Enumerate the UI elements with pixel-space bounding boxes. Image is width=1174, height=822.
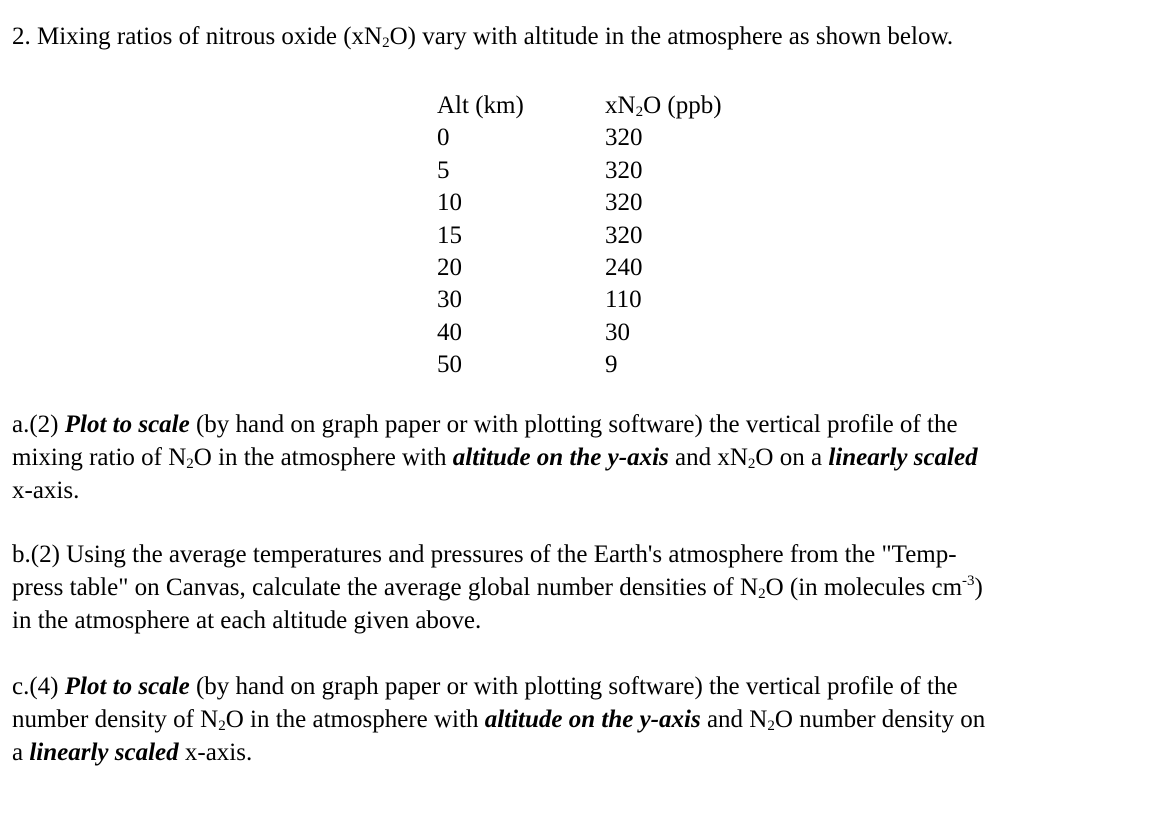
- question-b-line-3: [12, 604, 1162, 637]
- question-a: [12, 408, 1162, 507]
- question-c-subscript: 2: [218, 718, 226, 734]
- question-a-line-1: [12, 408, 1162, 441]
- question-a-text: O in the atmosphere with: [193, 444, 453, 471]
- problem-intro: [12, 20, 1162, 53]
- question-a-text: O on a: [755, 444, 829, 471]
- column-header-altitude: Alt (km): [437, 92, 524, 119]
- question-a-emphasis-linear: linearly scaled: [828, 444, 978, 471]
- question-c-text: O number density on: [774, 706, 986, 733]
- question-a-emphasis-axis: altitude on the y-axis: [452, 444, 669, 471]
- table-row: [437, 187, 805, 219]
- mixing-ratio-cell: 320: [605, 156, 643, 184]
- question-b-text: b.(2) Using the average temperatures and pressures of the Earth's atmosphere from the "Temp-: [12, 541, 957, 568]
- intro-text-1: 2. Mixing ratios of nitrous oxide (xN: [12, 23, 383, 50]
- question-c-subscript: 2: [767, 718, 775, 734]
- question-b-text: press table" on Canvas, calculate the average global number densities of N: [12, 574, 759, 601]
- table-row: [437, 220, 805, 252]
- header-x-text-1: xN: [605, 92, 636, 119]
- mixing-ratio-cell: 9: [605, 351, 618, 379]
- question-b-line-1: [12, 538, 1162, 571]
- question-b-line-2: [12, 571, 1162, 604]
- column-header-mixing-ratio: [605, 90, 805, 122]
- table-header-row: [437, 90, 805, 122]
- table-row: [437, 349, 805, 381]
- question-b-text: O (in molecules cm: [765, 574, 963, 601]
- question-c-text: (by hand on graph paper or with plotting software) the vertical profile of the: [189, 673, 958, 700]
- question-c-text: and N: [700, 706, 768, 733]
- intro-subscript: 2: [382, 35, 390, 51]
- question-c-text: x-axis.: [178, 739, 253, 766]
- question-c-text: number density of N: [12, 706, 219, 733]
- altitude-cell: 50: [437, 351, 462, 379]
- altitude-cell: 20: [437, 253, 462, 281]
- question-b-text: in the atmosphere at each altitude given above.: [12, 607, 482, 634]
- question-c-text: a: [12, 739, 30, 766]
- table-row: [437, 122, 805, 154]
- question-b-text: ): [974, 574, 983, 601]
- question-c-emphasis-linear: linearly scaled: [29, 739, 179, 766]
- question-a-text: mixing ratio of N: [12, 444, 187, 471]
- header-x-subscript: 2: [635, 104, 644, 120]
- question-a-text: x-axis.: [12, 477, 80, 504]
- question-a-number: a.(2): [12, 411, 65, 438]
- question-c-number: c.(4): [12, 673, 65, 700]
- table-row: [437, 252, 805, 284]
- mixing-ratio-cell: 320: [605, 189, 643, 217]
- question-c-line-1: [12, 670, 1162, 703]
- mixing-ratio-cell: 240: [605, 253, 643, 281]
- question-a-line-3: [12, 474, 1162, 507]
- question-c-line-3: [12, 736, 1162, 769]
- table-row: [437, 317, 805, 349]
- question-a-subscript: 2: [747, 456, 756, 472]
- question-a-subscript: 2: [186, 456, 194, 472]
- question-a-line-2: [12, 441, 1162, 474]
- question-b-superscript: -3: [962, 573, 975, 589]
- question-a-text: and xN: [668, 444, 748, 471]
- table-row: [437, 284, 805, 316]
- mixing-ratio-cell: 320: [605, 124, 643, 152]
- table-row: [437, 155, 805, 187]
- header-x-text-2: O (ppb): [643, 92, 722, 119]
- question-c-emphasis-plot: Plot to scale: [64, 673, 190, 700]
- altitude-cell: 15: [437, 221, 462, 249]
- question-c-line-2: [12, 703, 1162, 736]
- mixing-ratio-cell: 30: [605, 318, 630, 346]
- question-a-emphasis-plot: Plot to scale: [64, 411, 190, 438]
- altitude-cell: 5: [437, 156, 450, 184]
- altitude-cell: 10: [437, 189, 462, 217]
- question-c-text: O in the atmosphere with: [225, 706, 485, 733]
- question-c-emphasis-axis: altitude on the y-axis: [484, 706, 701, 733]
- question-c: [12, 670, 1162, 769]
- data-table: [437, 90, 805, 382]
- altitude-cell: 30: [437, 286, 462, 314]
- altitude-cell: 40: [437, 318, 462, 346]
- question-a-text: (by hand on graph paper or with plotting software) the vertical profile of the: [189, 411, 958, 438]
- mixing-ratio-cell: 110: [605, 286, 642, 314]
- question-b: [12, 538, 1162, 637]
- question-b-subscript: 2: [758, 586, 766, 602]
- altitude-cell: 0: [437, 124, 450, 152]
- intro-text-2: O) vary with altitude in the atmosphere as shown below.: [389, 23, 954, 50]
- document-page: [12, 20, 1162, 766]
- mixing-ratio-cell: 320: [605, 221, 643, 249]
